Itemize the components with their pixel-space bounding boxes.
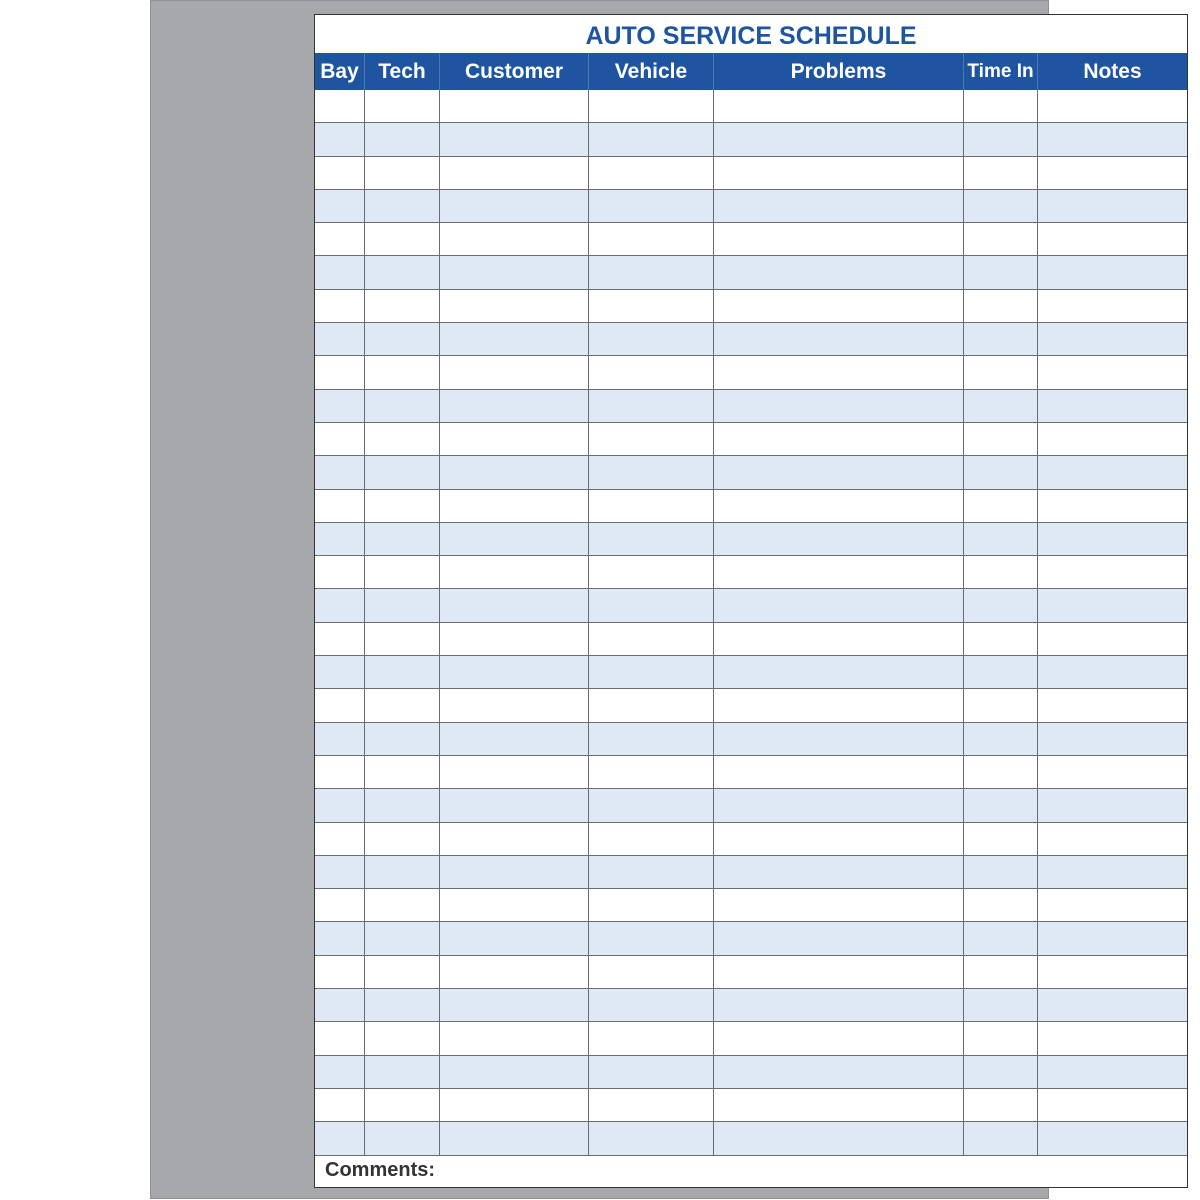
cell-problems[interactable] xyxy=(714,123,964,155)
cell-vehicle[interactable] xyxy=(589,390,714,422)
cell-bay[interactable] xyxy=(315,523,365,555)
table-row xyxy=(315,1022,1187,1055)
cell-problems[interactable] xyxy=(714,490,964,522)
cell-bay[interactable] xyxy=(315,1056,365,1088)
table-row xyxy=(315,723,1187,756)
table-row xyxy=(315,523,1187,556)
cell-time-in[interactable] xyxy=(964,90,1038,122)
cell-notes[interactable] xyxy=(1038,223,1187,255)
cell-customer[interactable] xyxy=(440,390,589,422)
cell-bay[interactable] xyxy=(315,756,365,788)
cell-time-in[interactable] xyxy=(964,423,1038,455)
cell-bay[interactable] xyxy=(315,922,365,954)
cell-notes[interactable] xyxy=(1038,1022,1187,1054)
cell-vehicle[interactable] xyxy=(589,723,714,755)
cell-time-in[interactable] xyxy=(964,723,1038,755)
cell-problems[interactable] xyxy=(714,623,964,655)
cell-notes[interactable] xyxy=(1038,1056,1187,1088)
cell-notes[interactable] xyxy=(1038,556,1187,588)
cell-time-in[interactable] xyxy=(964,157,1038,189)
cell-tech[interactable] xyxy=(365,123,440,155)
cell-problems[interactable] xyxy=(714,456,964,488)
cell-problems[interactable] xyxy=(714,689,964,721)
table-row xyxy=(315,1056,1187,1089)
cell-customer[interactable] xyxy=(440,223,589,255)
cell-time-in[interactable] xyxy=(964,823,1038,855)
cell-time-in[interactable] xyxy=(964,1056,1038,1088)
cell-customer[interactable] xyxy=(440,1122,589,1154)
cell-vehicle[interactable] xyxy=(589,889,714,921)
cell-vehicle[interactable] xyxy=(589,1022,714,1054)
cell-tech[interactable] xyxy=(365,1089,440,1121)
cell-problems[interactable] xyxy=(714,223,964,255)
cell-bay[interactable] xyxy=(315,490,365,522)
cell-tech[interactable] xyxy=(365,456,440,488)
cell-problems[interactable] xyxy=(714,356,964,388)
cell-notes[interactable] xyxy=(1038,989,1187,1021)
table-row xyxy=(315,956,1187,989)
cell-vehicle[interactable] xyxy=(589,756,714,788)
cell-tech[interactable] xyxy=(365,856,440,888)
cell-time-in[interactable] xyxy=(964,490,1038,522)
cell-customer[interactable] xyxy=(440,490,589,522)
cell-customer[interactable] xyxy=(440,1089,589,1121)
cell-tech[interactable] xyxy=(365,256,440,288)
column-header-customer: Customer xyxy=(440,53,589,90)
cell-problems[interactable] xyxy=(714,922,964,954)
cell-time-in[interactable] xyxy=(964,623,1038,655)
cell-customer[interactable] xyxy=(440,256,589,288)
cell-tech[interactable] xyxy=(365,789,440,821)
table-header xyxy=(315,53,1187,90)
cell-notes[interactable] xyxy=(1038,423,1187,455)
cell-time-in[interactable] xyxy=(964,190,1038,222)
column-header-problems: Problems xyxy=(714,53,964,90)
cell-notes[interactable] xyxy=(1038,956,1187,988)
comments-row[interactable] xyxy=(315,1155,1187,1187)
cell-tech[interactable] xyxy=(365,223,440,255)
cell-notes[interactable] xyxy=(1038,190,1187,222)
cell-notes[interactable] xyxy=(1038,656,1187,688)
column-header-notes: Notes xyxy=(1083,60,1142,83)
cell-problems[interactable] xyxy=(714,190,964,222)
cell-tech[interactable] xyxy=(365,323,440,355)
cell-problems[interactable] xyxy=(714,823,964,855)
cell-problems[interactable] xyxy=(714,423,964,455)
cell-time-in[interactable] xyxy=(964,523,1038,555)
cell-time-in[interactable] xyxy=(964,756,1038,788)
cell-problems[interactable] xyxy=(714,989,964,1021)
cell-tech[interactable] xyxy=(365,989,440,1021)
cell-vehicle[interactable] xyxy=(589,123,714,155)
table-row xyxy=(315,856,1187,889)
cell-problems[interactable] xyxy=(714,390,964,422)
cell-bay[interactable] xyxy=(315,157,365,189)
cell-problems[interactable] xyxy=(714,1022,964,1054)
cell-notes[interactable] xyxy=(1038,323,1187,355)
cell-tech[interactable] xyxy=(365,157,440,189)
cell-problems[interactable] xyxy=(714,523,964,555)
cell-bay[interactable] xyxy=(315,823,365,855)
cell-notes[interactable] xyxy=(1038,1089,1187,1121)
cell-vehicle[interactable] xyxy=(589,423,714,455)
cell-time-in[interactable] xyxy=(964,1122,1038,1154)
cell-customer[interactable] xyxy=(440,689,589,721)
cell-customer[interactable] xyxy=(440,956,589,988)
cell-customer[interactable] xyxy=(440,456,589,488)
cell-time-in[interactable] xyxy=(964,256,1038,288)
cell-tech[interactable] xyxy=(365,889,440,921)
cell-time-in[interactable] xyxy=(964,889,1038,921)
cell-notes[interactable] xyxy=(1038,823,1187,855)
table-row xyxy=(315,90,1187,123)
cell-bay[interactable] xyxy=(315,1022,365,1054)
cell-tech[interactable] xyxy=(365,756,440,788)
column-header-bay: Bay xyxy=(315,53,365,90)
cell-problems[interactable] xyxy=(714,789,964,821)
cell-bay[interactable] xyxy=(315,223,365,255)
cell-bay[interactable] xyxy=(315,390,365,422)
cell-problems[interactable] xyxy=(714,889,964,921)
cell-customer[interactable] xyxy=(440,589,589,621)
cell-notes[interactable] xyxy=(1038,456,1187,488)
cell-bay[interactable] xyxy=(315,856,365,888)
cell-time-in[interactable] xyxy=(964,856,1038,888)
cell-notes[interactable] xyxy=(1038,889,1187,921)
cell-problems[interactable] xyxy=(714,856,964,888)
cell-customer[interactable] xyxy=(440,756,589,788)
cell-tech[interactable] xyxy=(365,823,440,855)
cell-time-in[interactable] xyxy=(964,290,1038,322)
cell-time-in[interactable] xyxy=(964,123,1038,155)
cell-bay[interactable] xyxy=(315,1089,365,1121)
cell-problems[interactable] xyxy=(714,290,964,322)
cell-vehicle[interactable] xyxy=(589,823,714,855)
cell-bay[interactable] xyxy=(315,656,365,688)
cell-customer[interactable] xyxy=(440,789,589,821)
cell-bay[interactable] xyxy=(315,556,365,588)
cell-customer[interactable] xyxy=(440,823,589,855)
cell-problems[interactable] xyxy=(714,1122,964,1154)
cell-notes[interactable] xyxy=(1038,90,1187,122)
cell-customer[interactable] xyxy=(440,889,589,921)
cell-bay[interactable] xyxy=(315,1122,365,1154)
cell-time-in[interactable] xyxy=(964,356,1038,388)
cell-tech[interactable] xyxy=(365,956,440,988)
cell-tech[interactable] xyxy=(365,423,440,455)
cell-customer[interactable] xyxy=(440,290,589,322)
cell-tech[interactable] xyxy=(365,490,440,522)
cell-tech[interactable] xyxy=(365,589,440,621)
cell-tech[interactable] xyxy=(365,290,440,322)
cell-notes[interactable] xyxy=(1038,1122,1187,1154)
cell-vehicle[interactable] xyxy=(589,989,714,1021)
cell-notes[interactable] xyxy=(1038,922,1187,954)
cell-customer[interactable] xyxy=(440,623,589,655)
cell-bay[interactable] xyxy=(315,589,365,621)
cell-customer[interactable] xyxy=(440,523,589,555)
cell-tech[interactable] xyxy=(365,390,440,422)
cell-tech[interactable] xyxy=(365,689,440,721)
cell-time-in[interactable] xyxy=(964,223,1038,255)
cell-bay[interactable] xyxy=(315,889,365,921)
page-title: AUTO SERVICE SCHEDULE xyxy=(585,22,917,50)
cell-notes[interactable] xyxy=(1038,390,1187,422)
cell-bay[interactable] xyxy=(315,423,365,455)
cell-vehicle[interactable] xyxy=(589,1089,714,1121)
cell-tech[interactable] xyxy=(365,656,440,688)
cell-notes[interactable] xyxy=(1038,589,1187,621)
cell-problems[interactable] xyxy=(714,90,964,122)
cell-vehicle[interactable] xyxy=(589,323,714,355)
table-row xyxy=(315,1089,1187,1122)
cell-tech[interactable] xyxy=(365,922,440,954)
table-row xyxy=(315,656,1187,689)
table-row xyxy=(315,423,1187,456)
cell-customer[interactable] xyxy=(440,1056,589,1088)
cell-time-in[interactable] xyxy=(964,589,1038,621)
cell-notes[interactable] xyxy=(1038,623,1187,655)
cell-customer[interactable] xyxy=(440,323,589,355)
table-row xyxy=(315,756,1187,789)
cell-notes[interactable] xyxy=(1038,689,1187,721)
cell-customer[interactable] xyxy=(440,190,589,222)
cell-vehicle[interactable] xyxy=(589,223,714,255)
cell-problems[interactable] xyxy=(714,656,964,688)
cell-notes[interactable] xyxy=(1038,789,1187,821)
cell-tech[interactable] xyxy=(365,1122,440,1154)
cell-vehicle[interactable] xyxy=(589,922,714,954)
table-row xyxy=(315,190,1187,223)
cell-time-in[interactable] xyxy=(964,1089,1038,1121)
cell-bay[interactable] xyxy=(315,323,365,355)
column-header-tech: Tech xyxy=(365,53,440,90)
table-row xyxy=(315,290,1187,323)
cell-bay[interactable] xyxy=(315,123,365,155)
table-row xyxy=(315,356,1187,389)
cell-problems[interactable] xyxy=(714,323,964,355)
cell-tech[interactable] xyxy=(365,190,440,222)
cell-customer[interactable] xyxy=(440,856,589,888)
board-frame xyxy=(150,0,1142,1199)
cell-vehicle[interactable] xyxy=(589,256,714,288)
cell-bay[interactable] xyxy=(315,356,365,388)
cell-vehicle[interactable] xyxy=(589,356,714,388)
cell-customer[interactable] xyxy=(440,656,589,688)
cell-customer[interactable] xyxy=(440,90,589,122)
cell-problems[interactable] xyxy=(714,256,964,288)
cell-time-in[interactable] xyxy=(964,456,1038,488)
table-row xyxy=(315,889,1187,922)
cell-notes[interactable] xyxy=(1038,256,1187,288)
cell-tech[interactable] xyxy=(365,523,440,555)
comments-label: Comments: xyxy=(325,1159,436,1181)
cell-vehicle[interactable] xyxy=(589,456,714,488)
table-row xyxy=(315,556,1187,589)
cell-notes[interactable] xyxy=(1038,756,1187,788)
cell-notes[interactable] xyxy=(1038,290,1187,322)
cell-bay[interactable] xyxy=(315,956,365,988)
table-row xyxy=(315,789,1187,822)
cell-vehicle[interactable] xyxy=(589,490,714,522)
cell-bay[interactable] xyxy=(315,989,365,1021)
cell-problems[interactable] xyxy=(714,556,964,588)
cell-customer[interactable] xyxy=(440,723,589,755)
cell-notes[interactable] xyxy=(1038,856,1187,888)
cell-time-in[interactable] xyxy=(964,1022,1038,1054)
cell-problems[interactable] xyxy=(714,1056,964,1088)
cell-bay[interactable] xyxy=(315,256,365,288)
cell-tech[interactable] xyxy=(365,723,440,755)
cell-time-in[interactable] xyxy=(964,922,1038,954)
cell-bay[interactable] xyxy=(315,789,365,821)
cell-vehicle[interactable] xyxy=(589,1122,714,1154)
table-row xyxy=(315,490,1187,523)
cell-tech[interactable] xyxy=(365,556,440,588)
cell-vehicle[interactable] xyxy=(589,157,714,189)
cell-notes[interactable] xyxy=(1038,523,1187,555)
cell-tech[interactable] xyxy=(365,90,440,122)
cell-vehicle[interactable] xyxy=(589,623,714,655)
cell-tech[interactable] xyxy=(365,356,440,388)
cell-time-in[interactable] xyxy=(964,556,1038,588)
cell-bay[interactable] xyxy=(315,456,365,488)
cell-customer[interactable] xyxy=(440,123,589,155)
cell-notes[interactable] xyxy=(1038,490,1187,522)
cell-customer[interactable] xyxy=(440,157,589,189)
cell-notes[interactable] xyxy=(1038,723,1187,755)
table-row xyxy=(315,589,1187,622)
table-row xyxy=(315,689,1187,722)
cell-customer[interactable] xyxy=(440,356,589,388)
schedule-table-body xyxy=(315,90,1187,1156)
cell-time-in[interactable] xyxy=(964,323,1038,355)
cell-customer[interactable] xyxy=(440,922,589,954)
schedule-board xyxy=(314,14,1188,1188)
cell-vehicle[interactable] xyxy=(589,789,714,821)
cell-problems[interactable] xyxy=(714,1089,964,1121)
cell-customer[interactable] xyxy=(440,423,589,455)
table-row xyxy=(315,323,1187,356)
cell-time-in[interactable] xyxy=(964,989,1038,1021)
table-row xyxy=(315,823,1187,856)
cell-problems[interactable] xyxy=(714,157,964,189)
column-header-time-in: Time In xyxy=(964,53,1038,90)
cell-time-in[interactable] xyxy=(964,689,1038,721)
table-row xyxy=(315,223,1187,256)
table-row xyxy=(315,1122,1187,1155)
table-row xyxy=(315,922,1187,955)
cell-problems[interactable] xyxy=(714,756,964,788)
cell-bay[interactable] xyxy=(315,290,365,322)
cell-tech[interactable] xyxy=(365,1056,440,1088)
cell-bay[interactable] xyxy=(315,190,365,222)
cell-tech[interactable] xyxy=(365,1022,440,1054)
cell-notes[interactable] xyxy=(1038,157,1187,189)
column-header-vehicle: Vehicle xyxy=(589,53,714,90)
cell-vehicle[interactable] xyxy=(589,190,714,222)
cell-time-in[interactable] xyxy=(964,789,1038,821)
cell-vehicle[interactable] xyxy=(589,556,714,588)
cell-vehicle[interactable] xyxy=(589,90,714,122)
cell-problems[interactable] xyxy=(714,589,964,621)
table-row xyxy=(315,157,1187,190)
cell-bay[interactable] xyxy=(315,689,365,721)
cell-time-in[interactable] xyxy=(964,656,1038,688)
cell-customer[interactable] xyxy=(440,556,589,588)
cell-problems[interactable] xyxy=(714,956,964,988)
cell-notes[interactable] xyxy=(1038,123,1187,155)
cell-bay[interactable] xyxy=(315,623,365,655)
cell-customer[interactable] xyxy=(440,989,589,1021)
table-row xyxy=(315,123,1187,156)
table-row xyxy=(315,390,1187,423)
table-row xyxy=(315,456,1187,489)
table-row xyxy=(315,256,1187,289)
cell-vehicle[interactable] xyxy=(589,1056,714,1088)
cell-vehicle[interactable] xyxy=(589,689,714,721)
table-row xyxy=(315,623,1187,656)
cell-vehicle[interactable] xyxy=(589,656,714,688)
cell-vehicle[interactable] xyxy=(589,523,714,555)
cell-problems[interactable] xyxy=(714,723,964,755)
cell-time-in[interactable] xyxy=(964,956,1038,988)
cell-vehicle[interactable] xyxy=(589,589,714,621)
cell-customer[interactable] xyxy=(440,1022,589,1054)
cell-vehicle[interactable] xyxy=(589,856,714,888)
cell-tech[interactable] xyxy=(365,623,440,655)
cell-vehicle[interactable] xyxy=(589,290,714,322)
cell-vehicle[interactable] xyxy=(589,956,714,988)
cell-notes[interactable] xyxy=(1038,356,1187,388)
table-row xyxy=(315,989,1187,1022)
cell-bay[interactable] xyxy=(315,723,365,755)
cell-bay[interactable] xyxy=(315,90,365,122)
cell-time-in[interactable] xyxy=(964,390,1038,422)
